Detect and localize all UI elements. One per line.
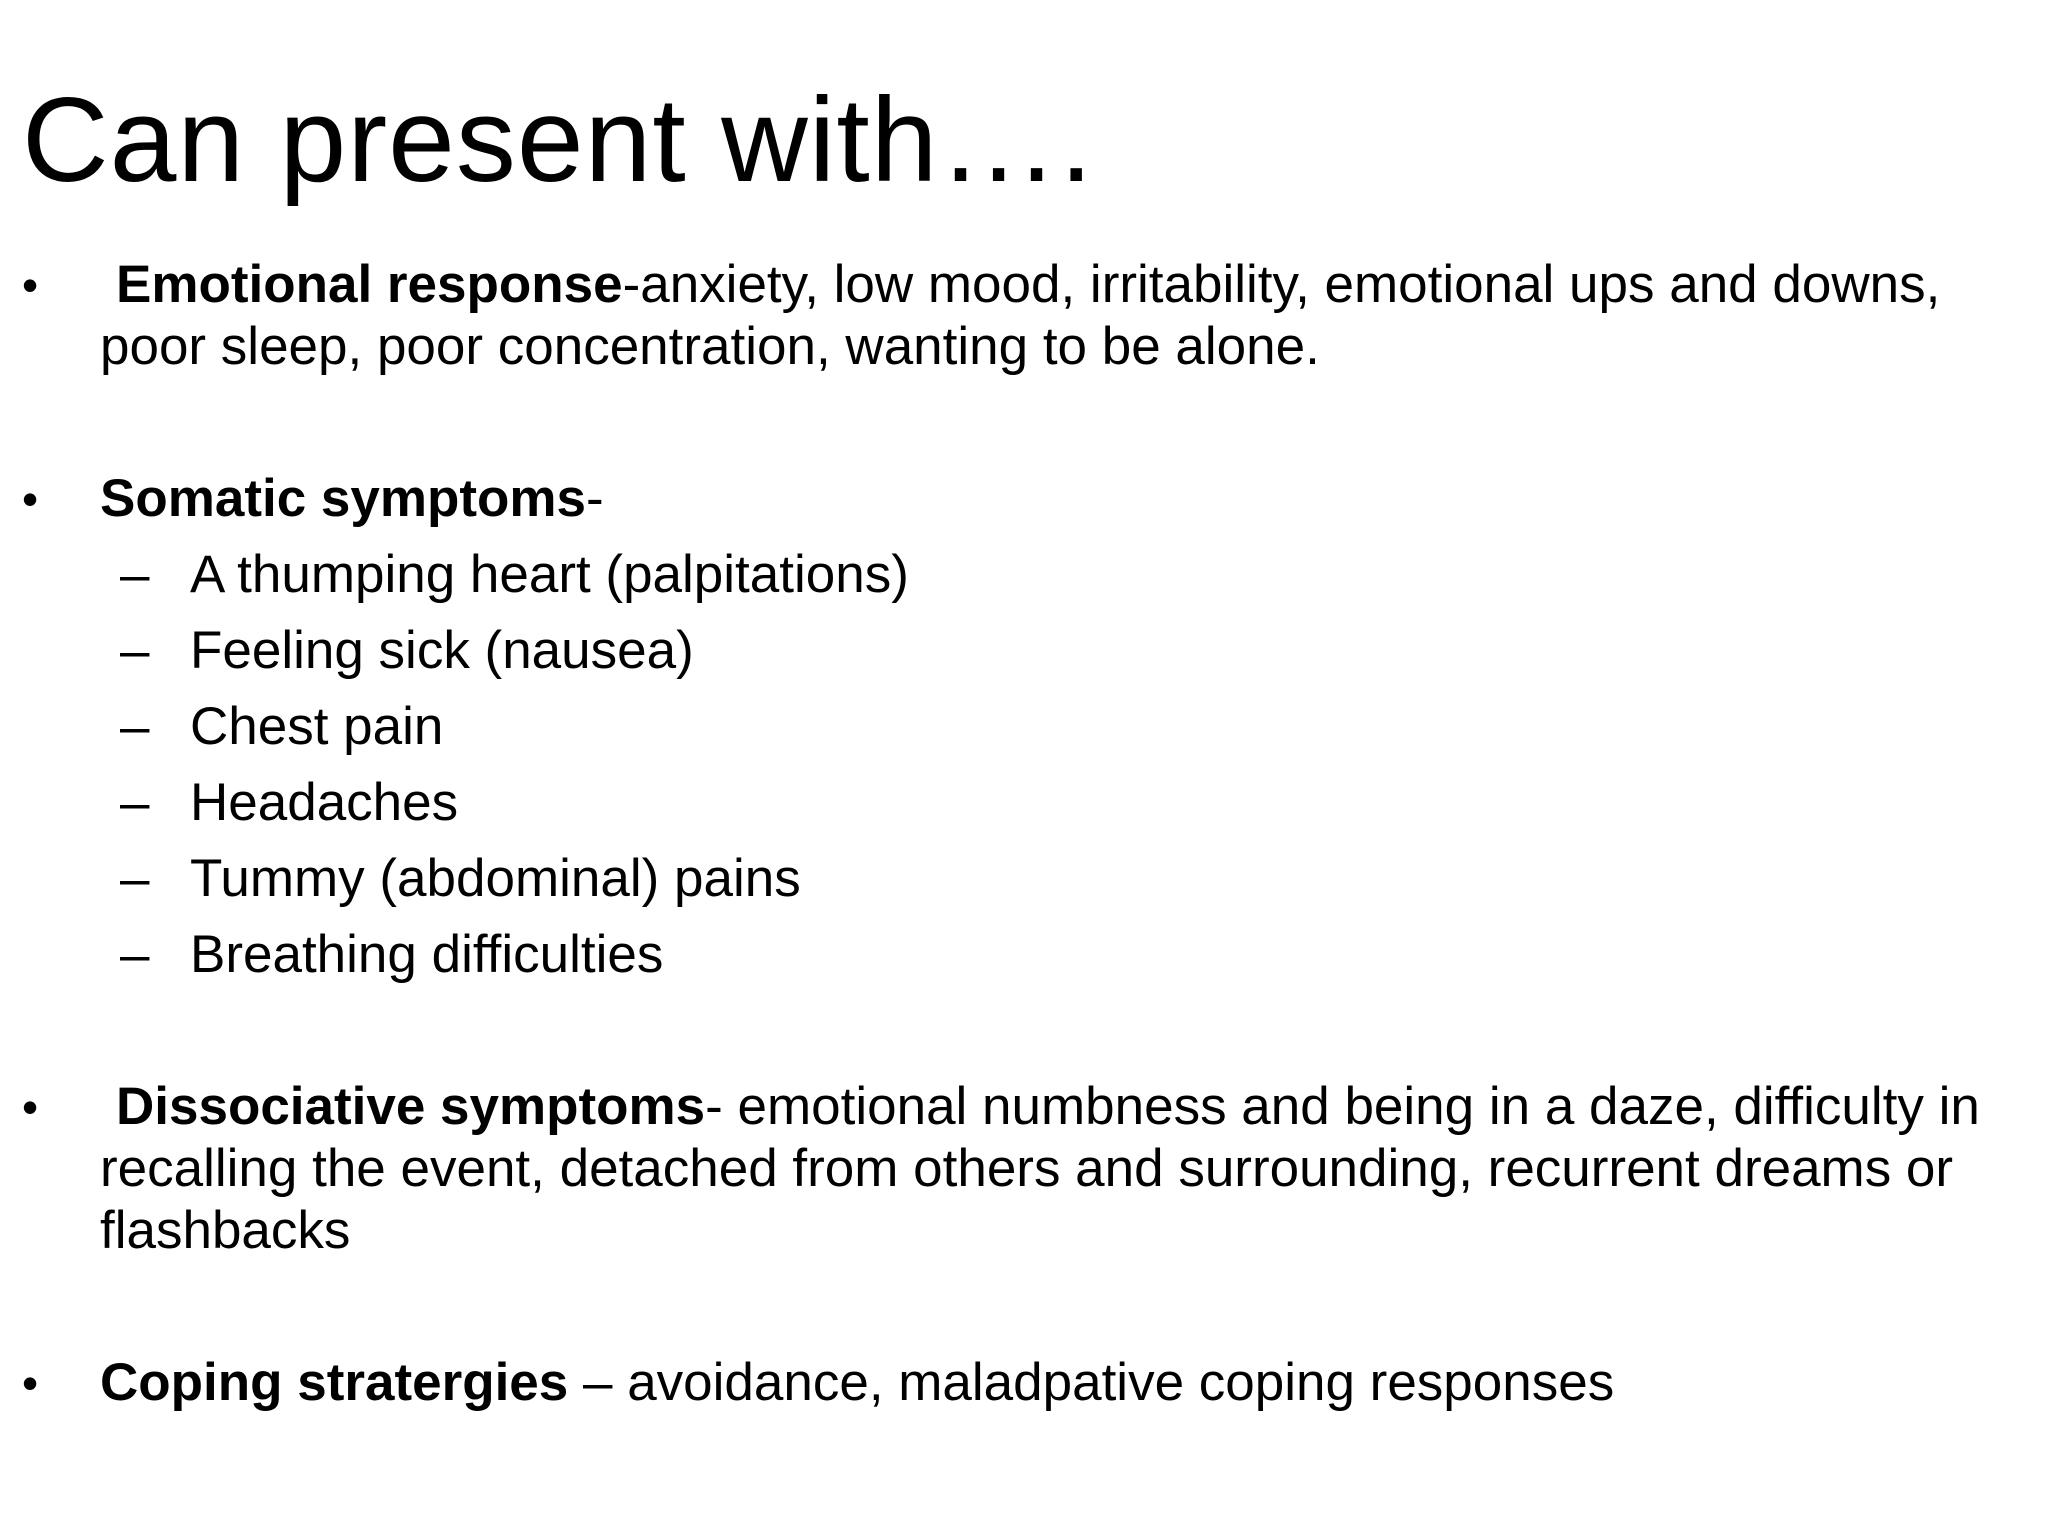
sub-item-text: Breathing difficulties — [190, 925, 664, 984]
bullet-text — [100, 468, 2000, 530]
bullet-body: – avoidance, maladpative coping responses — [568, 1353, 1615, 1412]
sub-item-text: Feeling sick (nausea) — [190, 621, 694, 680]
bullet-marker: • — [22, 473, 39, 525]
bullet-marker: • — [22, 1357, 39, 1409]
dash-marker: – — [120, 925, 150, 984]
bullet-somatic-symptoms — [22, 468, 2002, 530]
bullet-marker: • — [22, 259, 39, 311]
sub-item-text: Headaches — [190, 773, 459, 832]
dash-marker: – — [120, 773, 150, 832]
bullet-text — [100, 1352, 2000, 1414]
dash-marker: – — [120, 621, 150, 680]
bullet-body: -anxiety, low mood, irritability, emotional ups and downs, poor sleep, poor concentration, wanting to be alone. — [100, 255, 1941, 376]
bullet-lead: Emotional response — [116, 255, 623, 314]
bullet-emotional-response — [22, 254, 2002, 384]
dash-marker: – — [120, 849, 150, 908]
sub-item-text: Chest pain — [190, 697, 444, 756]
bullet-coping-strategies — [22, 1352, 2002, 1414]
bullet-lead: Coping stratergies — [100, 1353, 569, 1412]
slide-title: Can present with…. — [22, 73, 1094, 207]
bullet-dissociative-symptoms — [22, 1076, 2002, 1266]
bullet-body: - — [585, 469, 604, 528]
bullet-text — [100, 1076, 2000, 1262]
sub-item-text: A thumping heart (palpitations) — [190, 545, 909, 604]
bullet-marker: • — [22, 1081, 39, 1133]
dash-marker: – — [120, 545, 150, 604]
bullet-body: - emotional numbness and being in a daze, difficulty in recalling the event, detached from others and surrounding, recurrent dreams or flashbacks — [100, 1077, 1980, 1260]
sub-item-text: Tummy (abdominal) pains — [190, 849, 801, 908]
bullet-lead: Somatic symptoms — [100, 469, 586, 528]
bullet-text — [100, 254, 2000, 378]
dash-marker: – — [120, 697, 150, 756]
bullet-lead: Dissociative symptoms — [116, 1077, 706, 1136]
